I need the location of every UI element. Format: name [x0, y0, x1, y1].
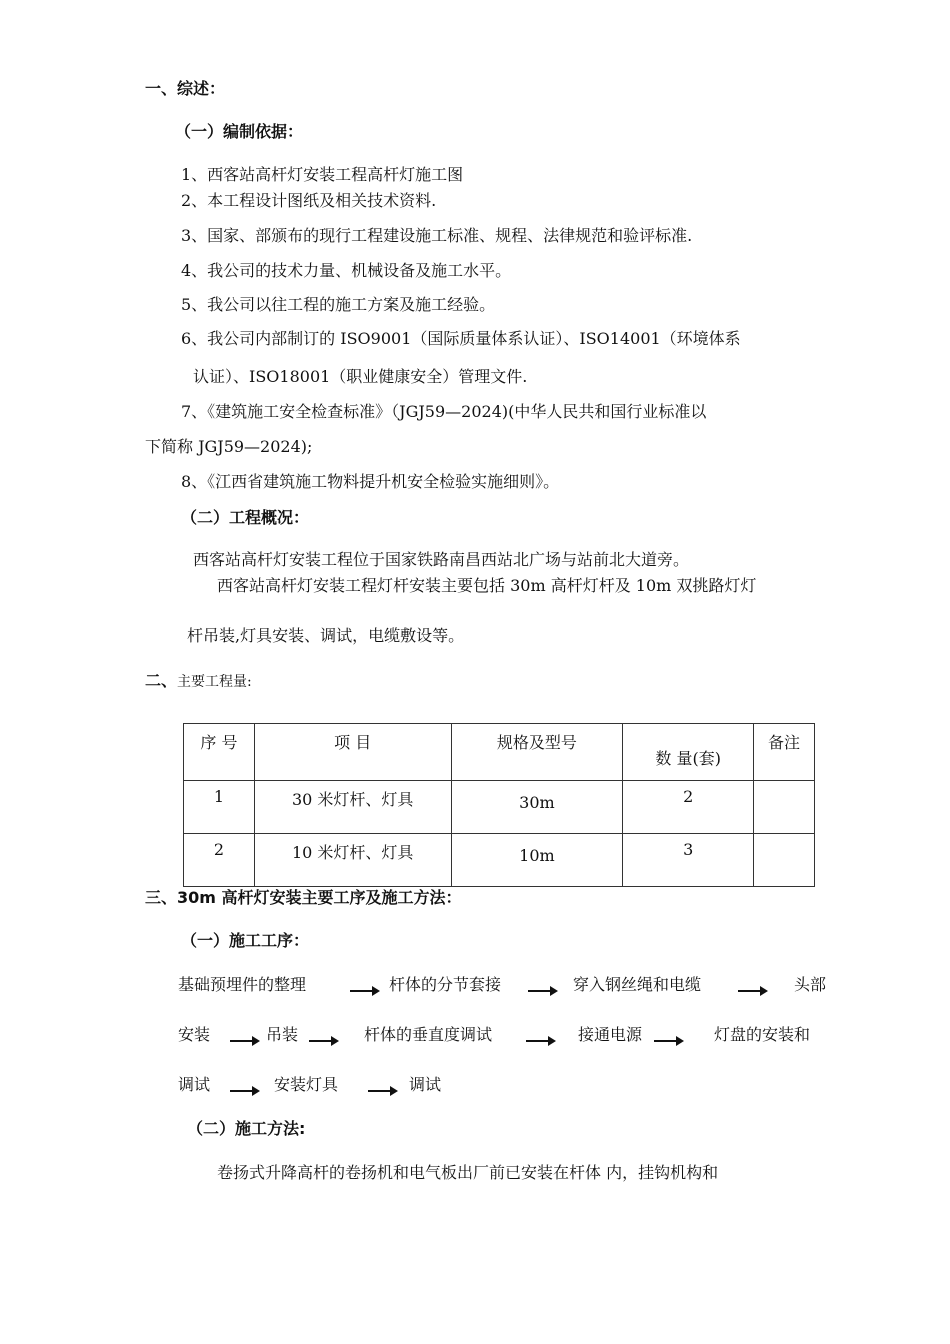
table-header-row	[184, 724, 815, 781]
basis-item-6: 6、我公司内部制订的 ISO9001（国际质量体系认证）、ISO14001（环境体系	[181, 329, 741, 348]
section-2-title	[145, 671, 252, 692]
cell-spec: 10m	[451, 834, 623, 887]
header-quantity: 数 量(套)	[623, 724, 754, 781]
flow-step: 吊装	[266, 1025, 299, 1044]
header-remark: 备注	[754, 724, 815, 781]
flow-step: 接通电源	[578, 1025, 643, 1044]
basis-item-6-cont: 认证）、ISO18001（职业健康安全）管理文件.	[193, 367, 528, 386]
basis-item-8: 8、《江西省建筑施工物料提升机安全检验实施细则》。	[181, 472, 560, 491]
basis-item-3: 3、国家、部颁布的现行工程建设施工标准、规程、法律规范和验评标准.	[181, 226, 693, 245]
flow-step: 杆体的分节套接	[389, 975, 502, 994]
basis-item-4: 4、我公司的技术力量、机械设备及施工水平。	[181, 261, 512, 280]
arrow-right-icon	[654, 1036, 684, 1046]
flow-step: 杆体的垂直度调试	[364, 1025, 493, 1044]
basis-item-7: 7、《建筑施工安全检查标准》（JGJ59—2024)(中华人民共和国行业标准以	[181, 402, 707, 421]
arrow-right-icon	[309, 1036, 339, 1046]
header-spec: 规格及型号	[451, 724, 623, 781]
arrow-right-icon	[230, 1086, 260, 1096]
quantity-table	[183, 723, 815, 887]
flow-step: 安装	[178, 1025, 211, 1044]
arrow-right-icon	[230, 1036, 260, 1046]
overview-line-3: 杆吊装,灯具安装、调试，电缆敷设等。	[187, 626, 465, 645]
table-row	[184, 834, 815, 887]
section-2-label: 主要工程量:	[177, 674, 252, 690]
section-1-title: 一、综述：	[145, 79, 226, 98]
arrow-right-icon	[528, 986, 558, 996]
subsection-process-title: （一）施工工序：	[181, 931, 310, 950]
arrow-right-icon	[350, 986, 380, 996]
basis-item-5: 5、我公司以往工程的施工方案及施工经验。	[181, 295, 496, 314]
arrow-right-icon	[368, 1086, 398, 1096]
basis-item-1: 1、西客站高杆灯安装工程高杆灯施工图	[181, 165, 464, 184]
cell-remark	[754, 781, 815, 834]
cell-item: 10 米灯杆、灯具	[254, 834, 451, 887]
section-3-title: 三、30m 高杆灯安装主要工序及施工方法：	[145, 888, 462, 907]
cell-index: 2	[184, 834, 255, 887]
cell-spec: 30m	[451, 781, 623, 834]
flow-step: 调试	[409, 1075, 442, 1094]
flow-step: 调试	[178, 1075, 211, 1094]
table-row	[184, 781, 815, 834]
basis-item-7-cont: 下简称 JGJ59—2024);	[145, 437, 313, 456]
subsection-method-title: （二）施工方法:	[187, 1119, 306, 1138]
cell-index: 1	[184, 781, 255, 834]
overview-line-1: 西客站高杆灯安装工程位于国家铁路南昌西站北广场与站前北大道旁。	[193, 550, 690, 569]
subsection-overview-title: （二）工程概况：	[181, 508, 310, 527]
arrow-right-icon	[738, 986, 768, 996]
header-index: 序 号	[184, 724, 255, 781]
flow-step: 穿入钢丝绳和电缆	[573, 975, 702, 994]
overview-line-2: 西客站高杆灯安装工程灯杆安装主要包括 30m 高杆灯杆及 10m 双挑路灯灯	[217, 576, 757, 595]
cell-quantity: 3	[623, 834, 754, 887]
section-2-number: 二、	[145, 671, 178, 690]
flow-step: 灯盘的安装和	[714, 1025, 811, 1044]
flow-step: 头部	[794, 975, 827, 994]
cell-remark	[754, 834, 815, 887]
flow-step: 安装灯具	[274, 1075, 339, 1094]
header-item: 项 目	[254, 724, 451, 781]
arrow-right-icon	[526, 1036, 556, 1046]
cell-item: 30 米灯杆、灯具	[254, 781, 451, 834]
flow-step: 基础预埋件的整理	[178, 975, 307, 994]
method-text: 卷扬式升降高杆的卷扬机和电气板出厂前已安装在杆体 内，挂钩机构和	[217, 1163, 719, 1182]
cell-quantity: 2	[623, 781, 754, 834]
basis-item-2: 2、本工程设计图纸及相关技术资料.	[181, 191, 437, 210]
subsection-basis-title: （一）编制依据：	[175, 122, 304, 141]
